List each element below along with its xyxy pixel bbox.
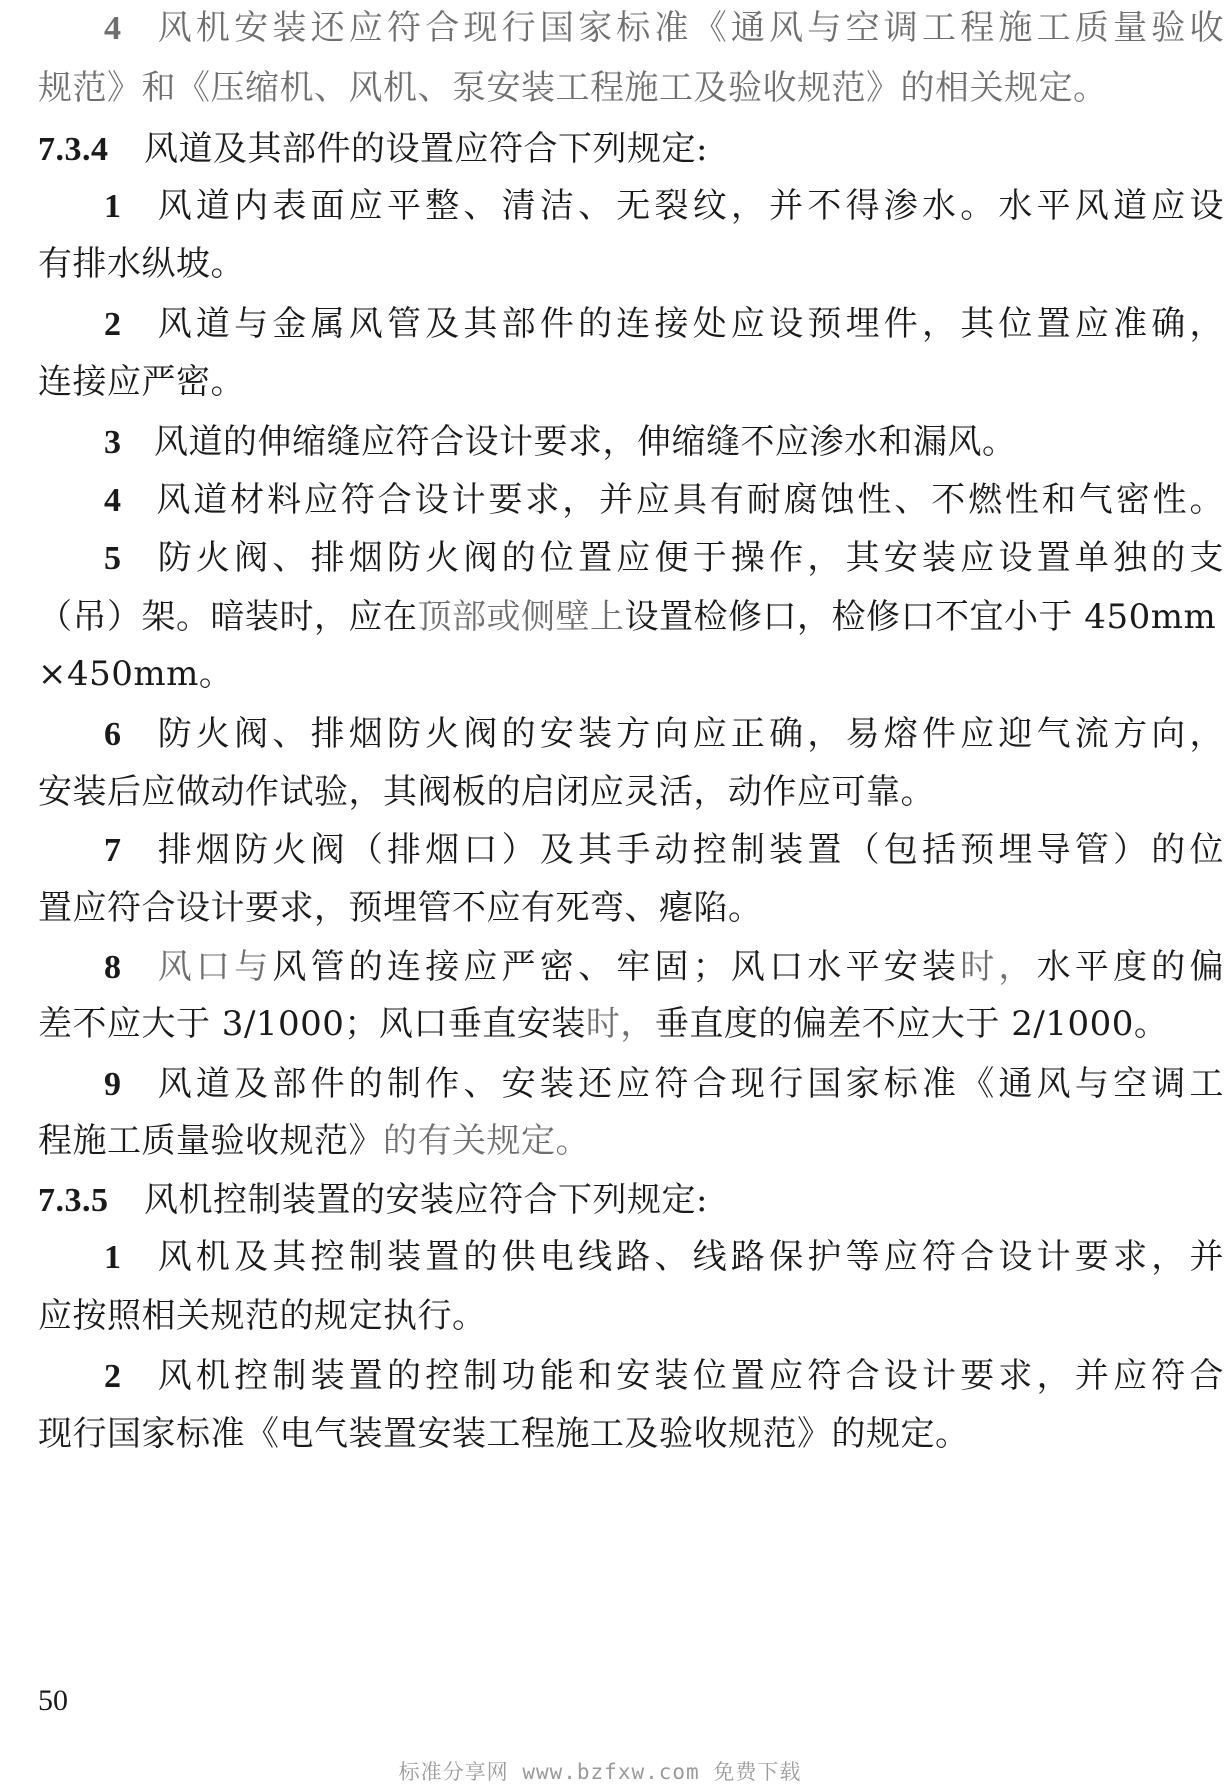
line-text: 风管的连接应严密、牢固；风口水平安装 bbox=[272, 947, 961, 987]
clause-title: 风道及其部件的设置应符合下列规定: bbox=[144, 129, 708, 169]
item-number: 8 bbox=[104, 949, 122, 986]
line-text: 现行国家标准《电气装置安装工程施工及验收规范》的规定。 bbox=[38, 1414, 970, 1454]
paragraph-line bbox=[38, 304, 1224, 345]
paragraph-line bbox=[38, 1004, 1169, 1044]
item-number: 1 bbox=[104, 188, 122, 225]
page-number: 50 bbox=[38, 1684, 68, 1717]
paragraph-line bbox=[38, 714, 1224, 755]
item-number: 4 bbox=[104, 10, 122, 47]
item-number: 6 bbox=[104, 716, 122, 753]
line-text: 风道与金属风管及其部件的连接处应设预埋件，其位置应准确， bbox=[154, 304, 1224, 344]
item-number: 3 bbox=[104, 424, 122, 461]
line-text: 风机控制装置的控制功能和安装位置应符合设计要求，并应符合 bbox=[154, 1356, 1224, 1396]
line-text: （吊）架。暗装时，应在 bbox=[38, 597, 418, 637]
clause-number: 7.3.4 bbox=[38, 131, 109, 168]
line-text: 安装后应做动作试验，其阀板的启闭应灵活，动作应可靠。 bbox=[38, 772, 935, 812]
line-text-grey: 时， bbox=[585, 1004, 655, 1044]
paragraph-line bbox=[38, 186, 1224, 227]
item-number: 5 bbox=[104, 540, 122, 577]
line-text: ×450mm。 bbox=[38, 654, 234, 694]
line-text-grey: 风口与 bbox=[154, 947, 273, 987]
line-text: 风机安装还应符合现行国家标准《通风与空调工程施工质量验收 bbox=[154, 8, 1224, 48]
paragraph-line bbox=[38, 68, 1158, 108]
paragraph-line bbox=[38, 1296, 1158, 1336]
paragraph-line bbox=[38, 244, 1158, 284]
line-text: 程施工质量验收规范》 bbox=[38, 1121, 383, 1161]
watermark: 标准分享网 www.bzfxw.com 免费下载 bbox=[398, 1760, 802, 1784]
line-text: 应按照相关规范的规定执行。 bbox=[38, 1296, 487, 1336]
paragraph-line bbox=[38, 888, 1158, 928]
paragraph-line bbox=[38, 1064, 1224, 1105]
clause-title: 风机控制装置的安装应符合下列规定: bbox=[144, 1180, 708, 1220]
paragraph-line bbox=[38, 538, 1224, 579]
item-number: 7 bbox=[104, 832, 122, 869]
item-number: 4 bbox=[104, 482, 122, 519]
clause-heading bbox=[38, 1180, 1158, 1221]
line-text: 垂直度的偏差不应大于 2/1000。 bbox=[654, 1004, 1169, 1044]
paragraph-line bbox=[38, 8, 1224, 49]
paragraph-line bbox=[38, 597, 1217, 637]
paragraph-line bbox=[38, 362, 1158, 402]
paragraph-line bbox=[38, 1237, 1224, 1278]
line-text: 防火阀、排烟防火阀的安装方向应正确，易熔件应迎气流方向， bbox=[154, 714, 1224, 754]
line-text: 排烟防火阀（排烟口）及其手动控制装置（包括预埋导管）的位 bbox=[154, 830, 1224, 870]
line-text: 风机及其控制装置的供电线路、线路保护等应符合设计要求，并 bbox=[154, 1237, 1224, 1277]
line-text: 风道及部件的制作、安装还应符合现行国家标准《通风与空调工 bbox=[154, 1064, 1224, 1104]
paragraph-line bbox=[38, 480, 1224, 521]
line-text: 规范》和《压缩机、风机、泵安装工程施工及验收规范》的相关规定。 bbox=[38, 68, 1108, 108]
clause-number: 7.3.5 bbox=[38, 1182, 109, 1219]
line-text: 水平度的偏 bbox=[1036, 947, 1224, 987]
line-text: 有排水纵坡。 bbox=[38, 244, 245, 284]
line-text: 差不应大于 3/1000；风口垂直安装 bbox=[38, 1004, 586, 1044]
line-text-grey: 顶部或侧壁上 bbox=[417, 597, 625, 637]
paragraph-line bbox=[38, 1414, 1158, 1454]
line-text: 风道内表面应平整、清洁、无裂纹，并不得渗水。水平风道应设 bbox=[154, 186, 1224, 226]
paragraph-line bbox=[38, 1356, 1224, 1397]
line-text-grey: 时， bbox=[960, 947, 1037, 987]
line-text: 防火阀、排烟防火阀的位置应便于操作，其安装应设置单独的支 bbox=[154, 538, 1224, 578]
line-text: 设置检修口，检修口不宜小于 450mm bbox=[624, 597, 1217, 637]
paragraph-line bbox=[38, 772, 1158, 812]
item-number: 1 bbox=[104, 1239, 122, 1276]
item-number: 9 bbox=[104, 1066, 122, 1103]
line-text: 风道材料应符合设计要求，并应具有耐腐蚀性、不燃性和气密性。 bbox=[154, 480, 1224, 520]
paragraph-line bbox=[38, 1121, 1158, 1161]
line-text-grey: 的有关规定。 bbox=[383, 1121, 590, 1161]
line-text: 置应符合设计要求，预埋管不应有死弯、瘪陷。 bbox=[38, 888, 763, 928]
line-text: 连接应严密。 bbox=[38, 362, 245, 402]
paragraph-line bbox=[38, 830, 1224, 871]
clause-heading bbox=[38, 129, 1158, 170]
paragraph-line bbox=[38, 654, 1158, 694]
line-text: 风道的伸缩缝应符合设计要求，伸缩缝不应渗水和漏风。 bbox=[154, 422, 1017, 462]
paragraph-line bbox=[38, 947, 1224, 988]
item-number: 2 bbox=[104, 306, 122, 343]
item-number: 2 bbox=[104, 1358, 122, 1395]
paragraph-line bbox=[38, 422, 1224, 463]
